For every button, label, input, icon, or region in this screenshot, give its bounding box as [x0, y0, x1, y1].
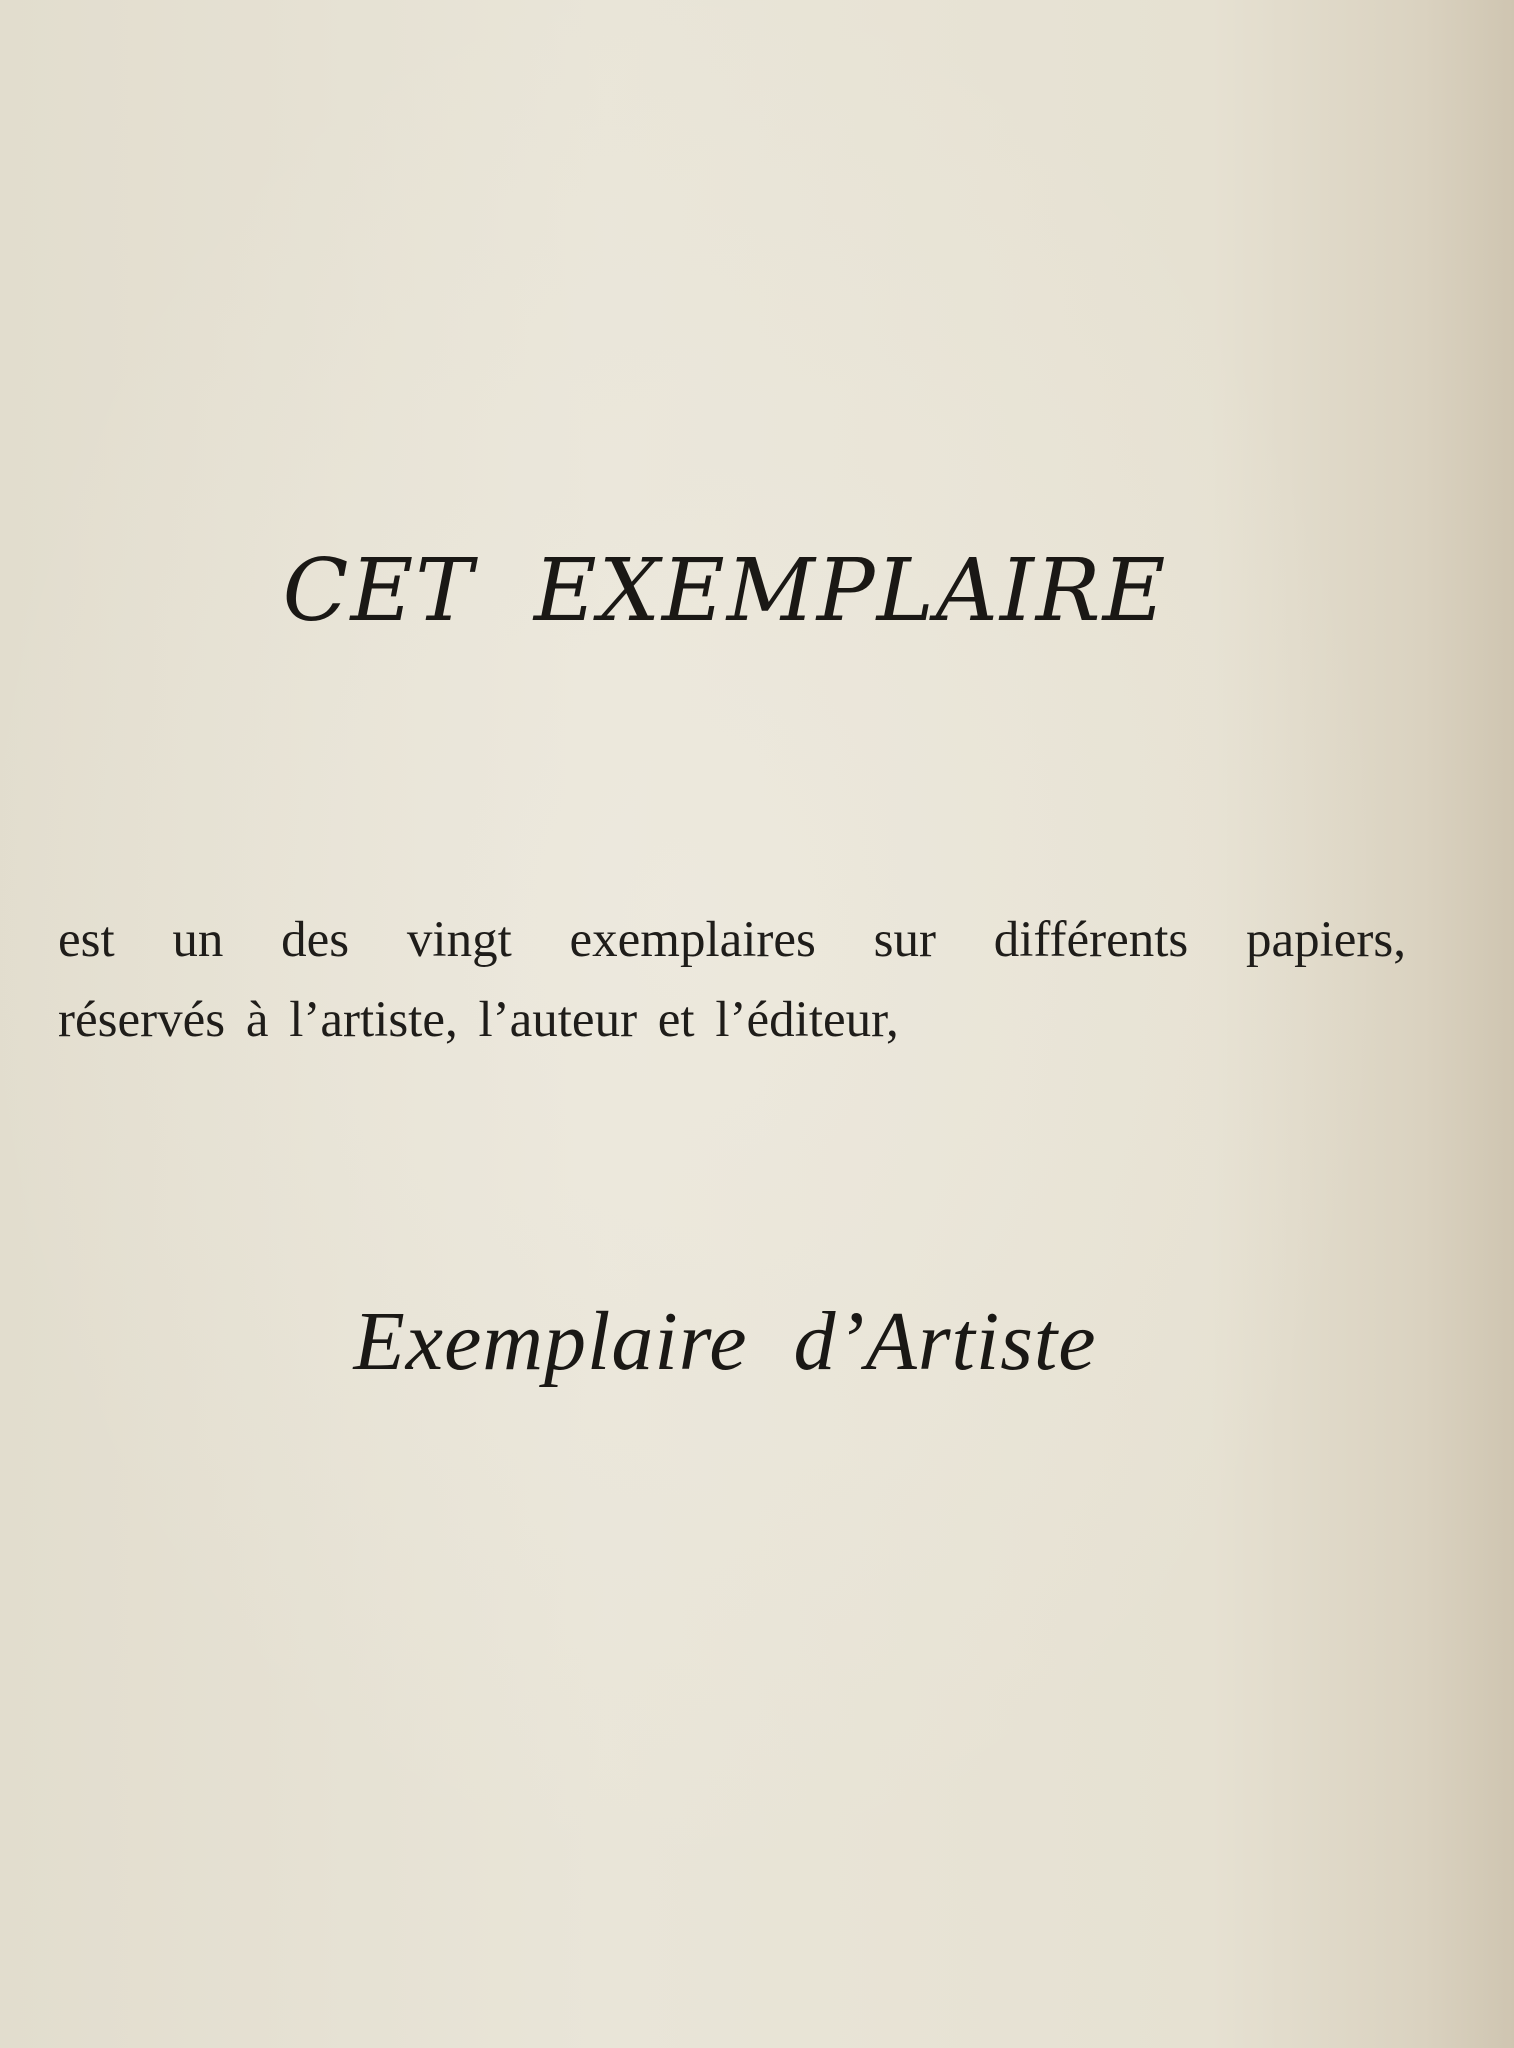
page-heading: CET EXEMPLAIRE — [282, 541, 1168, 641]
statement-line-2: réservés à l’artiste, l’auteur et l’éditeur, — [58, 992, 899, 1048]
limitation-statement — [58, 900, 1406, 1060]
copy-designation: Exemplaire d’Artiste — [353, 1295, 1097, 1388]
statement-line-1: est un des vingt exemplaires sur différents papiers, — [58, 912, 1406, 968]
